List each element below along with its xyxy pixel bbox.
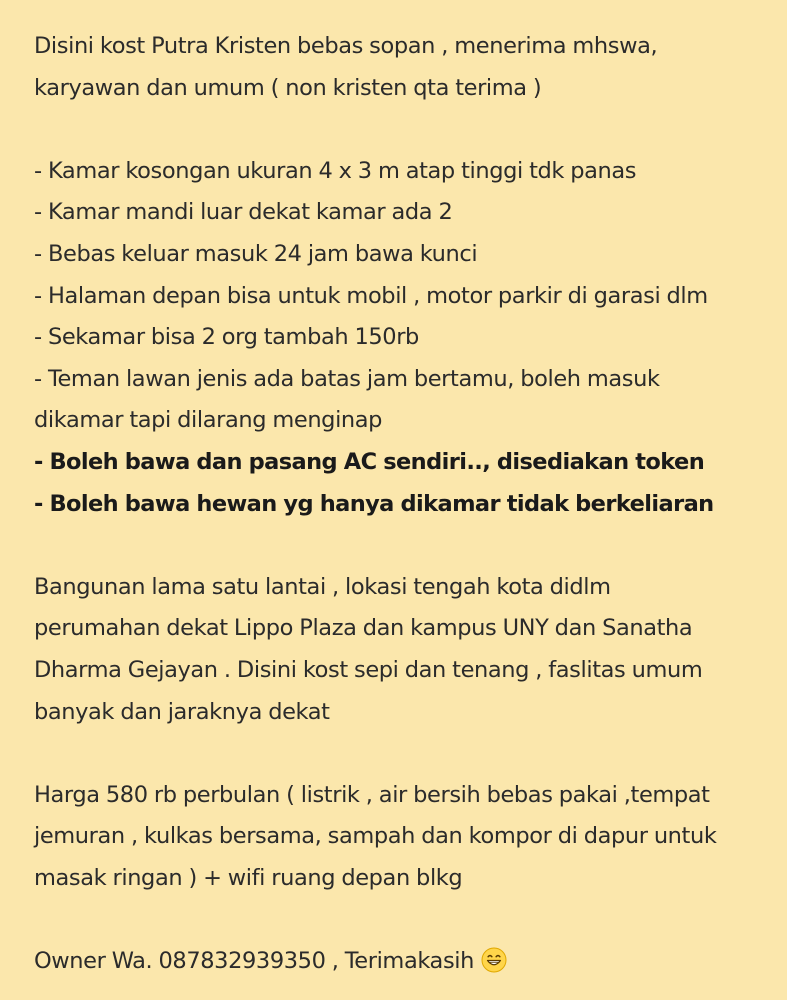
location-line-4: banyak dan jaraknya dekat [34, 698, 330, 725]
intro-line-1: Disini kost Putra Kristen bebas sopan , menerima mhswa, [34, 33, 658, 59]
listing-text [34, 26, 774, 983]
feature-bathroom: - Kamar mandi luar dekat kamar ada 2 [34, 199, 453, 226]
feature-room-size: - Kamar kosongan ukuran 4 x 3 m atap tinggi tdk panas [34, 157, 637, 184]
blank-line [34, 733, 774, 775]
location-line-3: Dharma Gejayan . Disini kost sepi dan tenang , faslitas umum [34, 656, 703, 683]
location-line-2: perumahan dekat Lippo Plaza dan kampus UNY dan Sanatha [34, 615, 693, 642]
feature-ac: - Boleh bawa dan pasang AC sendiri.., disediakan token [34, 448, 705, 475]
feature-visitors-line-2: dikamar tapi dilarang menginap [34, 407, 383, 434]
location-line-1: Bangunan lama satu lantai , lokasi tengah kota didlm [34, 573, 611, 600]
owner-contact [34, 941, 774, 983]
blank-line [34, 525, 774, 567]
blank-line [34, 899, 774, 941]
grinning-face-icon [481, 946, 507, 972]
feature-visitors-line-1: - Teman lawan jenis ada batas jam bertamu, boleh masuk [34, 365, 660, 392]
price-line-3: masak ringan ) + wifi ruang depan blkg [34, 864, 463, 891]
feature-sharing: - Sekamar bisa 2 org tambah 150rb [34, 324, 419, 351]
intro-line-2: karyawan dan umum ( non kristen qta terima ) [34, 74, 542, 101]
feature-access-24h: - Bebas keluar masuk 24 jam bawa kunci [34, 240, 478, 267]
price-line-2: jemuran , kulkas bersama, sampah dan kompor di dapur untuk [34, 823, 717, 850]
blank-line [34, 109, 774, 151]
feature-parking: - Halaman depan bisa untuk mobil , motor parkir di garasi dlm [34, 282, 708, 309]
feature-pets: - Boleh bawa hewan yg hanya dikamar tidak berkeliaran [34, 490, 714, 517]
price-line-1: Harga 580 rb perbulan ( listrik , air bersih bebas pakai ,tempat [34, 781, 710, 808]
owner-text: Owner Wa. 087832939350 , Terimakasih [34, 948, 481, 975]
